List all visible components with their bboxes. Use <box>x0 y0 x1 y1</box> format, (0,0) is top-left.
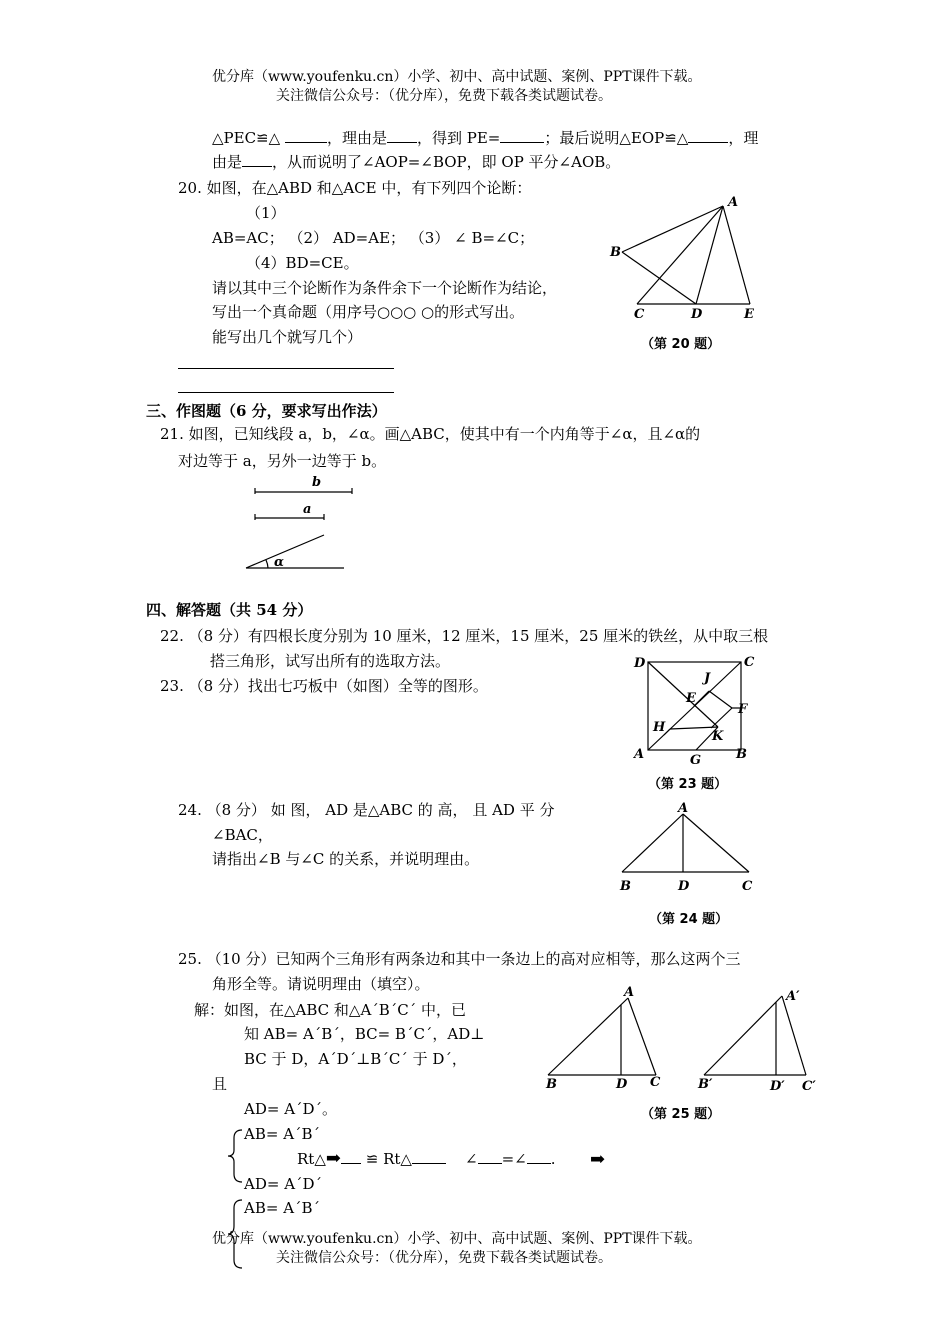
q25-cond-ab-2: AB= A´B´ <box>244 1199 321 1217</box>
q25-label-a-prime: A′ <box>786 989 800 1004</box>
q19-line-2: 由是 ，从而说明了∠AOP=∠BOP，即 OP 平分∠AOB。 <box>212 153 621 171</box>
q21-label-a: a <box>303 502 312 517</box>
q22-line-1: 22. （8 分）有四根长度分别为 10 厘米，12 厘米，15 厘米，25 厘米的铁丝，从中取三根 <box>160 627 769 645</box>
q24-label-c: C <box>742 879 753 894</box>
q23-label-k: K <box>712 729 724 744</box>
section-3-title: 三、作图题（6 分，要求写出作法） <box>146 402 387 420</box>
q23-label-a: A <box>634 747 645 762</box>
q20-claims: AB=AC； （2） AD=AE； （3） ∠ B=∠C； <box>212 229 535 247</box>
q25-line-2: 角形全等。请说明理由（填空）。 <box>212 975 430 993</box>
q21-label-b: b <box>312 475 322 490</box>
q23-label-j: J <box>704 671 711 686</box>
footer-line-1: 优分库（www.youfenku.cn）小学、初中、高中试题、案例、PPT课件下载。 <box>212 1231 702 1247</box>
q23-label-c: C <box>744 655 755 670</box>
q20-instruction-1: 请以其中三个论断作为条件余下一个论断作为结论， <box>212 279 558 297</box>
q19-line-1: △PEC≌△ ，理由是 ，得到 PE= ；最后说明△EOP≌△ ，理 <box>212 129 759 147</box>
q23-label-h: H <box>653 720 666 735</box>
q25-label-d-prime: D′ <box>770 1079 785 1094</box>
q24-label-d: D <box>678 879 690 894</box>
q25-line-3: 解：如图，在△ABC 和△A´B´C´ 中，已 <box>194 1001 467 1019</box>
q21-line-2: 对边等于 a，另外一边等于 b。 <box>178 452 387 470</box>
q25-line-6: 且 <box>212 1075 228 1093</box>
q25-conclusion: Rt△➡ ≌ Rt△ ∠ =∠ . <box>297 1148 556 1169</box>
q25-line-5: BC 于 D，A´D´⊥B´C´ 于 D´， <box>244 1050 467 1068</box>
q25-line-1: 25. （10 分）已知两个三角形有两条边和其中一条边上的高对应相等，那么这两个三 <box>178 950 741 968</box>
answer-line-2 <box>178 392 394 393</box>
q25-cond-ad: AD= A´D´ <box>244 1175 323 1193</box>
q24-label-b: B <box>620 879 631 894</box>
q25-line-7: AD= A´D´。 <box>244 1100 338 1118</box>
q25-caption: （第 25 题） <box>641 1107 721 1122</box>
answer-line-1 <box>178 368 394 369</box>
q25-figure <box>536 984 826 1094</box>
q21-line-1: 21. 如图，已知线段 a，b，∠α。画△ABC，使其中有一个内角等于∠α，且∠α的 <box>160 425 701 443</box>
header-line-1: 优分库（www.youfenku.cn）小学、初中、高中试题、案例、PPT课件下载。 <box>212 69 702 85</box>
section-4-title: 四、解答题（共 54 分） <box>146 601 313 619</box>
q20-instruction-3: 能写出几个就写几个） <box>212 328 363 346</box>
q23-figure <box>626 652 762 768</box>
q20-label-b: B <box>610 245 621 260</box>
q20-label-a: A <box>728 195 739 210</box>
q25-brace-1 <box>226 1126 244 1186</box>
q20-instruction-2: 写出一个真命题（用序号○○○ ○的形式写出。 <box>212 303 525 321</box>
implies-arrow-icon: ➡ <box>590 1149 606 1170</box>
q23-text: 23. （8 分）找出七巧板中（如图）全等的图形。 <box>160 677 488 695</box>
q23-caption: （第 23 题） <box>648 777 728 792</box>
q25-label-b-prime: B′ <box>698 1077 713 1092</box>
q24-line-3: 请指出∠B 与∠C 的关系，并说明理由。 <box>212 850 480 868</box>
arrow-icon: ➡ <box>325 1148 341 1169</box>
q25-label-a: A <box>624 985 635 1000</box>
q23-label-e: E <box>686 691 696 706</box>
q25-label-c: C <box>650 1075 661 1090</box>
q22-line-2: 搭三角形，试写出所有的选取方法。 <box>210 652 451 670</box>
q20-label-d: D <box>691 307 703 322</box>
q20-claim-4: （4）BD=CE。 <box>246 254 359 272</box>
footer-line-2: 关注微信公众号：（优分库），免费下载各类试题试卷。 <box>276 1250 612 1266</box>
q25-line-4: 知 AB= A´B´，BC= B´C´，AD⊥ <box>244 1025 485 1043</box>
q20-stem: 20. 如图，在△ABD 和△ACE 中，有下列四个论断： <box>178 179 532 197</box>
q23-label-f: F <box>738 702 748 717</box>
q21-label-alpha: α <box>274 555 285 570</box>
q20-label-e: E <box>744 307 754 322</box>
q25-label-d: D <box>616 1077 628 1092</box>
q20-claim-1: （1） <box>246 204 286 222</box>
q23-label-b: B <box>736 747 747 762</box>
q25-cond-ab: AB= A´B´ <box>244 1125 321 1143</box>
q24-caption: （第 24 题） <box>649 912 729 927</box>
q25-label-c-prime: C′ <box>802 1079 816 1094</box>
q24-line-1: 24. （8 分） 如 图， AD 是△ABC 的 高， 且 AD 平 分 <box>178 801 555 819</box>
header-line-2: 关注微信公众号：（优分库），免费下载各类试题试卷。 <box>276 88 612 104</box>
q23-label-g: G <box>690 753 702 768</box>
q24-figure <box>612 798 762 898</box>
q24-label-a: A <box>678 801 689 816</box>
q21-figure <box>240 472 360 574</box>
q23-label-d: D <box>634 656 646 671</box>
q20-label-c: C <box>634 307 645 322</box>
q25-label-b: B <box>546 1077 557 1092</box>
q24-line-2: ∠BAC， <box>212 826 273 844</box>
q20-caption: （第 20 题） <box>641 337 721 352</box>
